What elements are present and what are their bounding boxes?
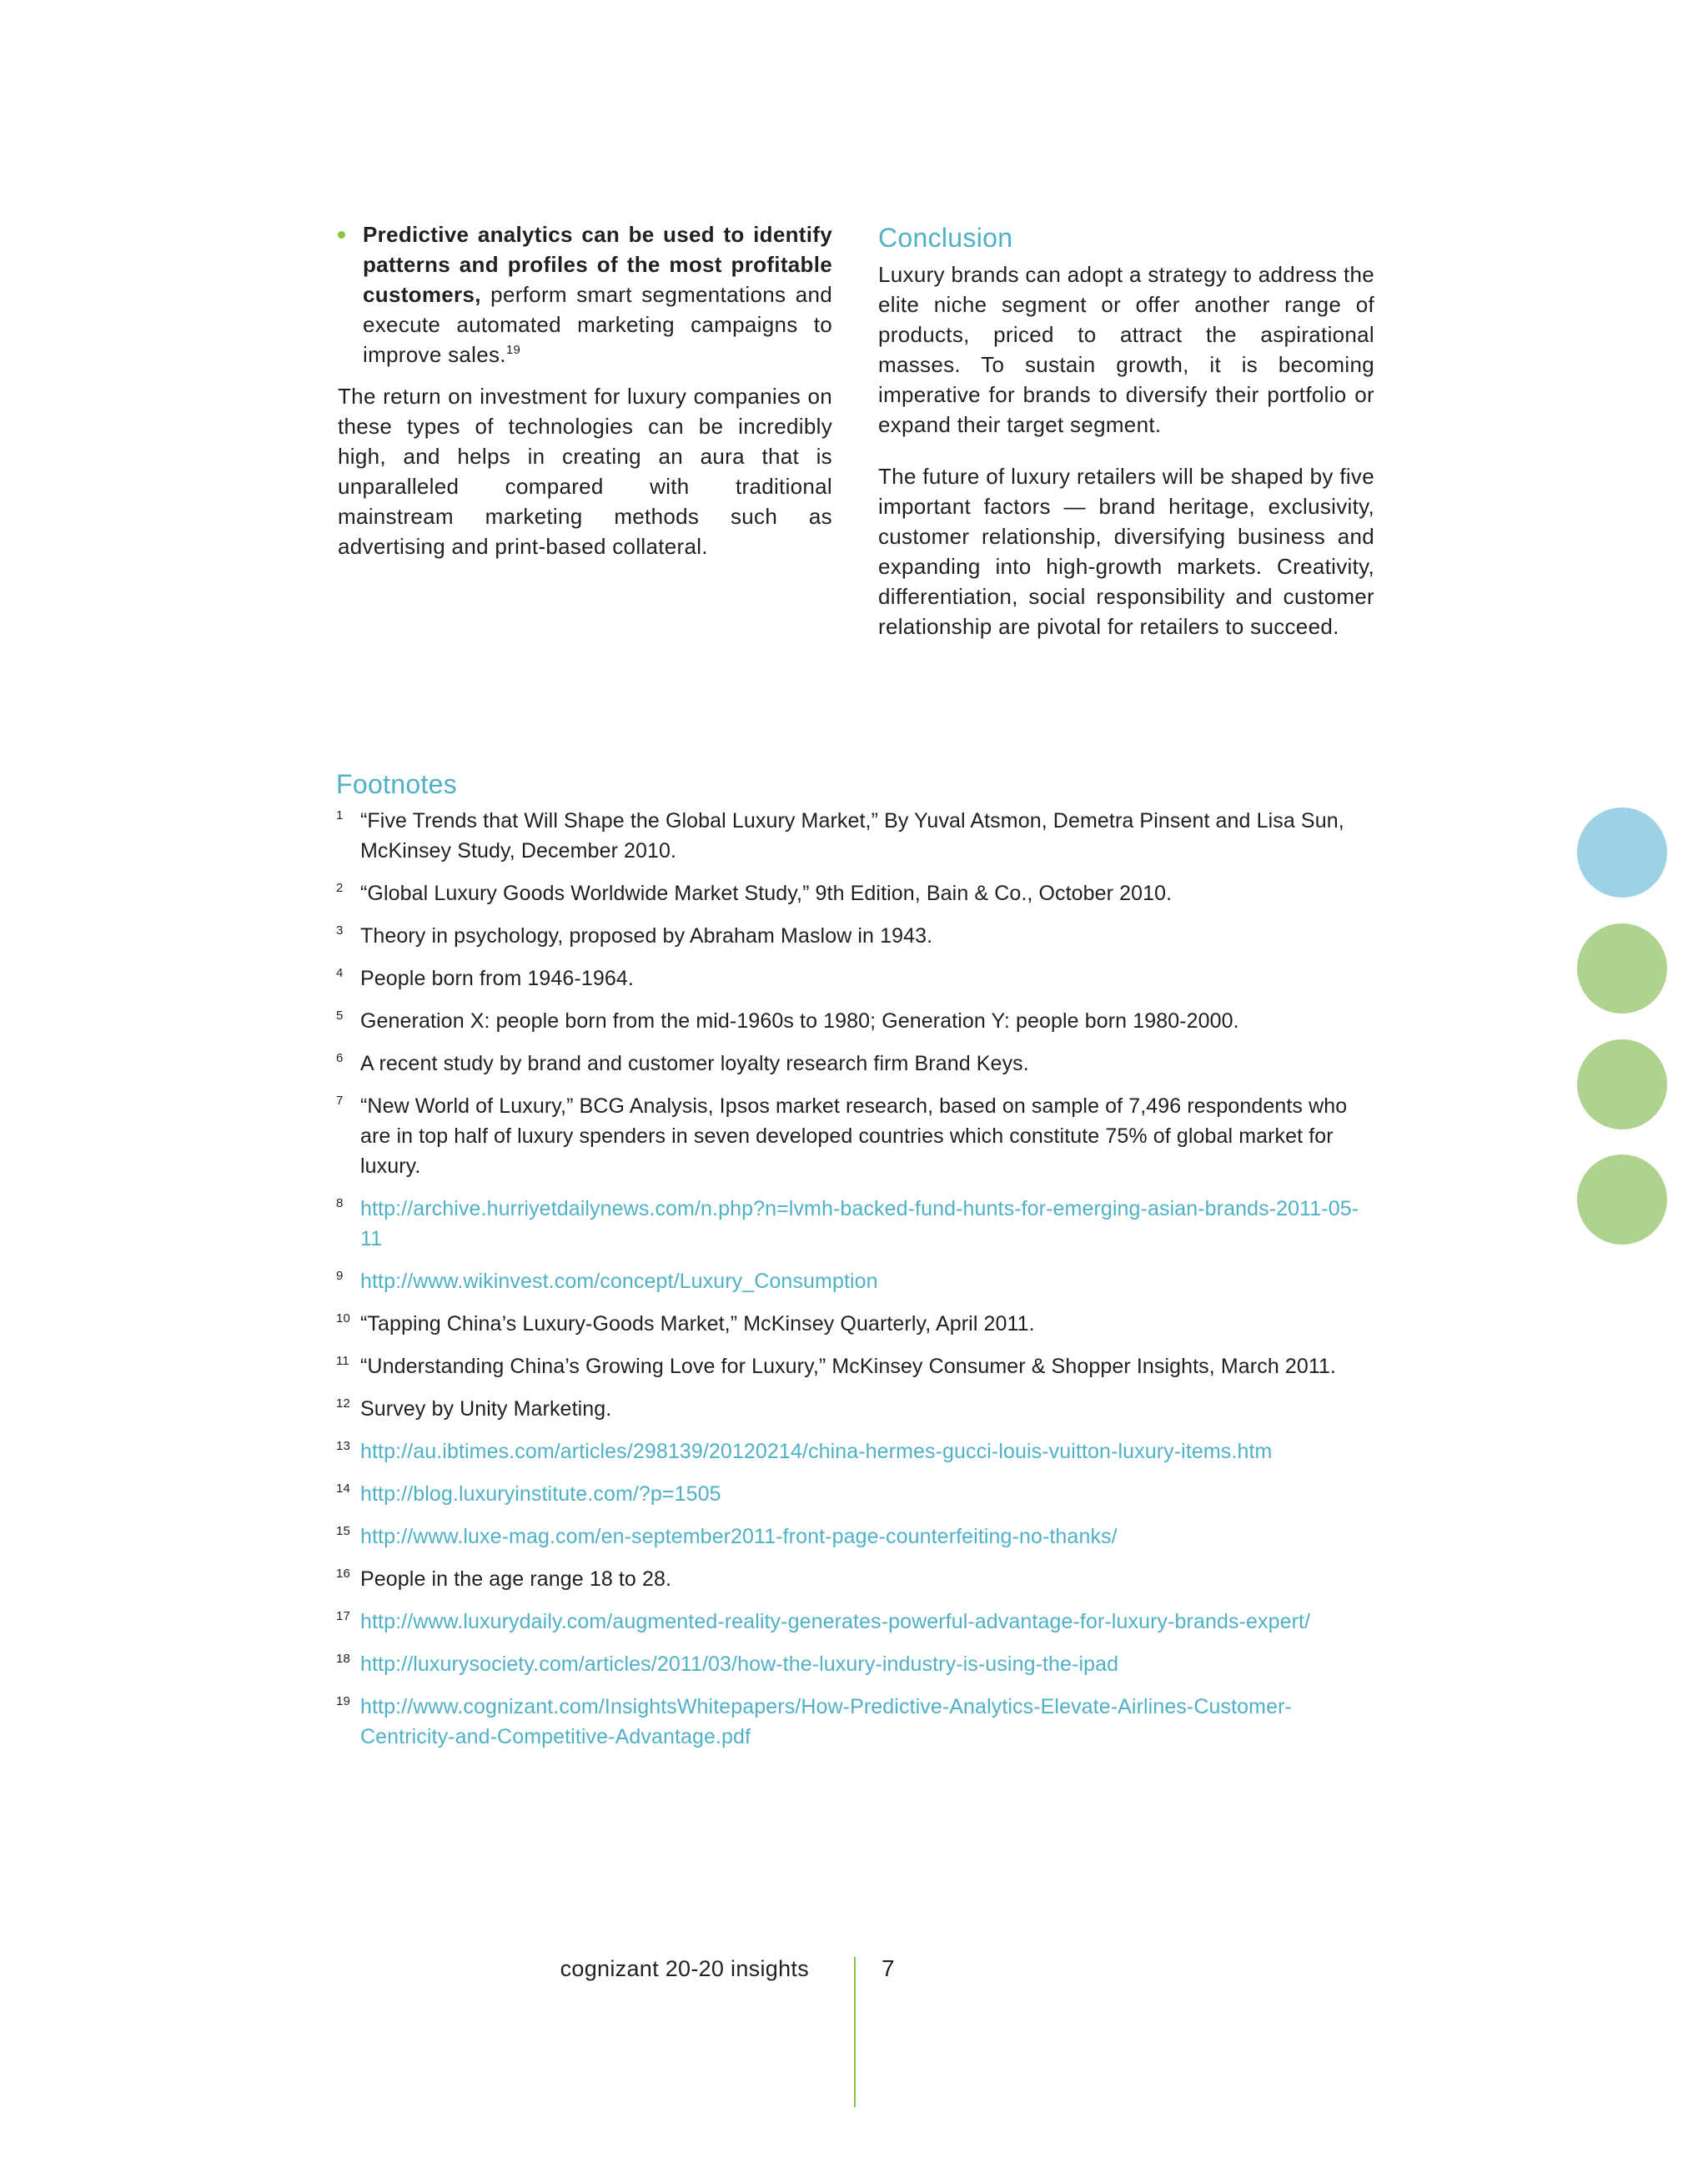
footnote-number: 9	[336, 1269, 344, 1283]
footnotes-section	[336, 767, 1379, 1764]
decorative-circle-blue	[1577, 807, 1667, 898]
footnote-item	[336, 806, 1379, 866]
footnote-link[interactable]: http://www.wikinvest.com/concept/Luxury_Consumption	[360, 1270, 878, 1293]
page-number: 7	[882, 1955, 895, 1981]
footnote-item	[336, 1522, 1379, 1552]
footnote-number: 2	[336, 881, 344, 895]
footnote-number: 4	[336, 966, 344, 980]
footnote-item	[336, 1351, 1379, 1381]
footnote-item	[336, 1049, 1379, 1079]
footnote-number: 11	[336, 1354, 349, 1368]
conclusion-section	[878, 221, 1374, 641]
footnote-item	[336, 921, 1379, 951]
footnote-link[interactable]: http://www.luxurydaily.com/augmented-reality-generates-powerful-advantage-for-luxury-brands-expert/	[360, 1610, 1311, 1633]
footer-brand: cognizant 20-20 insights	[560, 1956, 809, 1981]
footnote-item	[336, 1309, 1379, 1339]
decorative-circle-green	[1577, 1154, 1667, 1245]
footnote-number: 14	[336, 1481, 350, 1496]
footnote-link[interactable]: http://www.cognizant.com/InsightsWhitepapers/How-Predictive-Analytics-Elevate-Airlines-Customer-Centricity-and-Competitive-Advantage.pdf	[360, 1695, 1292, 1748]
footnotes-heading: Footnotes	[336, 769, 458, 799]
footnote-link[interactable]: http://au.ibtimes.com/articles/298139/20120214/china-hermes-gucci-louis-vuitton-luxury-items.htm	[360, 1440, 1273, 1463]
footnote-number: 8	[336, 1196, 344, 1210]
footnote-item	[336, 878, 1379, 908]
conclusion-paragraph-1: Luxury brands can adopt a strategy to address the elite niche segment or offer another range of products, priced to attract the aspirational masses. To sustain growth, it is becoming imperative for brands to diversify their portfolio or expand their target segment.	[878, 262, 1374, 437]
footnote-item	[336, 1006, 1379, 1036]
footnote-number: 12	[336, 1396, 350, 1411]
footnote-text: Survey by Unity Marketing.	[360, 1397, 612, 1421]
footnotes-list	[336, 806, 1379, 1752]
footnote-text: Theory in psychology, proposed by Abraham Maslow in 1943.	[360, 924, 933, 948]
footnote-item	[336, 1692, 1379, 1752]
footnote-number: 5	[336, 1009, 344, 1023]
footnote-item	[336, 1564, 1379, 1594]
decorative-circle-green	[1577, 923, 1667, 1014]
footer-divider	[854, 1957, 856, 2107]
footnote-item	[336, 1436, 1379, 1466]
footnote-item	[336, 1479, 1379, 1509]
footnote-link[interactable]: http://www.luxe-mag.com/en-september2011-front-page-counterfeiting-no-thanks/	[360, 1525, 1118, 1548]
footnote-number: 17	[336, 1609, 350, 1623]
left-column	[338, 219, 832, 561]
bullet-item	[338, 219, 832, 370]
footnote-link[interactable]: http://archive.hurriyetdailynews.com/n.php?n=lvmh-backed-fund-hunts-for-emerging-asian-brands-2011-05-11	[360, 1197, 1359, 1250]
footnote-text: “Global Luxury Goods Worldwide Market Study,” 9th Edition, Bain & Co., October 2010.	[360, 882, 1173, 905]
footnote-text: “Tapping China’s Luxury-Goods Market,” McKinsey Quarterly, April 2011.	[360, 1312, 1035, 1336]
roi-paragraph: The return on investment for luxury companies on these types of technologies can be incredibly high, and helps in creating an aura that is unparalleled compared with traditional mainstream marketing methods such as advertising and print-based collateral.	[338, 384, 832, 559]
footnote-link[interactable]: http://luxurysociety.com/articles/2011/03/how-the-luxury-industry-is-using-the-ipad	[360, 1652, 1119, 1676]
footnote-number: 10	[336, 1311, 350, 1325]
bullet-dot-icon	[338, 231, 345, 239]
bullet-text: perform smart segmentations and execute automated marketing campaigns to improve sales.	[363, 282, 832, 367]
footnote-item	[336, 1649, 1379, 1679]
footnote-text: People born from 1946-1964.	[360, 967, 634, 990]
footnote-link[interactable]: http://blog.luxuryinstitute.com/?p=1505	[360, 1482, 721, 1506]
footnote-item	[336, 1266, 1379, 1296]
footnote-number: 19	[336, 1694, 350, 1708]
footnote-number: 13	[336, 1439, 350, 1453]
footnote-number: 16	[336, 1567, 350, 1581]
footnote-number: 7	[336, 1094, 344, 1108]
conclusion-heading: Conclusion	[878, 223, 1013, 253]
footnote-item	[336, 1194, 1379, 1254]
footnote-item	[336, 963, 1379, 993]
footnote-item	[336, 1607, 1379, 1637]
bullet-footnote-ref: 19	[505, 343, 521, 357]
decorative-circle-green	[1577, 1039, 1667, 1129]
footnote-text: “Understanding China’s Growing Love for Luxury,” McKinsey Consumer & Shopper Insights, March 2011.	[360, 1355, 1337, 1378]
footnote-text: “Five Trends that Will Shape the Global Luxury Market,” By Yuval Atsmon, Demetra Pinsent and Lisa Sun, McKinsey Study, December 2010.	[360, 809, 1344, 863]
footnote-text: A recent study by brand and customer loyalty research firm Brand Keys.	[360, 1052, 1029, 1075]
footnote-text: People in the age range 18 to 28.	[360, 1567, 672, 1591]
conclusion-paragraph-2: The future of luxury retailers will be shaped by five important factors — brand heritage, exclusivity, customer relationship, diversifying business and expanding into high-growth markets. Creativity, differentiation, social responsibility and customer relationship are pivotal for retailers to succeed.	[878, 464, 1374, 639]
footnote-number: 6	[336, 1051, 344, 1065]
bullet-bold-text: Predictive analytics can be used to identify patterns and profiles of the most profitable customers,	[363, 222, 832, 307]
footnote-item	[336, 1091, 1379, 1181]
footnote-text: Generation X: people born from the mid-1960s to 1980; Generation Y: people born 1980-2000.	[360, 1009, 1239, 1033]
footnote-number: 1	[336, 808, 344, 822]
footnote-number: 3	[336, 923, 344, 938]
footnote-text: “New World of Luxury,” BCG Analysis, Ipsos market research, based on sample of 7,496 respondents who are in top half of luxury spenders in seven developed countries which constitute 75% of global market for luxury.	[360, 1094, 1348, 1178]
footnote-number: 15	[336, 1524, 350, 1538]
footnote-number: 18	[336, 1652, 350, 1666]
footnote-item	[336, 1394, 1379, 1424]
